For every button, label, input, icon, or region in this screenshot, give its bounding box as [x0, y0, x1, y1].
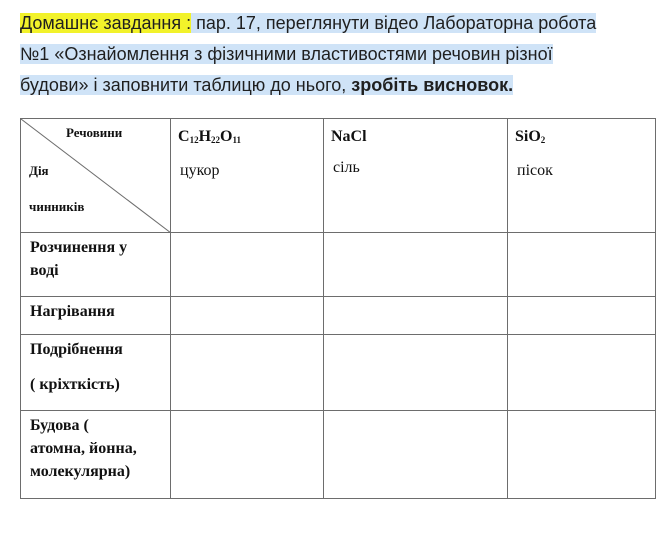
- formula-element: SiO: [515, 128, 541, 145]
- answer-cell[interactable]: [508, 297, 656, 335]
- answer-cell[interactable]: [171, 297, 324, 335]
- row-label-line: молекулярна): [30, 463, 131, 480]
- homework-text-2: №1 «Ознайомлення з фізичними властивостями речовин різної: [20, 44, 553, 64]
- row-label-line: Подрібнення: [30, 341, 123, 358]
- answer-cell[interactable]: [324, 297, 508, 335]
- homework-paragraph: [20, 8, 665, 101]
- table-row: [21, 233, 656, 297]
- substance-header: [324, 119, 508, 233]
- answer-cell[interactable]: [324, 233, 508, 297]
- row-label-line: Розчинення у: [30, 239, 128, 256]
- answer-cell[interactable]: [171, 411, 324, 499]
- row-label-line: Будова (: [30, 417, 89, 434]
- homework-conclusion: зробіть висновок.: [351, 75, 514, 95]
- row-label: [21, 411, 171, 499]
- corner-action-label: Дія: [29, 163, 49, 178]
- substance-name: пісок: [517, 162, 553, 179]
- answer-cell[interactable]: [171, 233, 324, 297]
- corner-cell: [21, 119, 171, 233]
- row-label-line: Нагрівання: [30, 303, 115, 320]
- table-row: [21, 411, 656, 499]
- formula-subscript: 22: [211, 135, 221, 145]
- row-label-line: атомна, йонна,: [30, 440, 137, 457]
- formula-subscript: 2: [540, 135, 546, 145]
- answer-cell[interactable]: [508, 335, 656, 411]
- table-header-row: [21, 119, 656, 233]
- row-label: [21, 335, 171, 411]
- substance-formula: [515, 127, 655, 150]
- table-row: [21, 297, 656, 335]
- formula-element: H: [198, 128, 212, 145]
- lab-table: [20, 118, 656, 499]
- line-gap: [30, 361, 164, 373]
- homework-label: Домашнє завдання :: [20, 13, 192, 33]
- substance-header: [171, 119, 324, 233]
- formula-element: O: [220, 128, 233, 145]
- substance-name: сіль: [333, 159, 360, 176]
- row-label-line: ( кріхткість): [30, 376, 120, 393]
- substance-header: [508, 119, 656, 233]
- substance-formula: [331, 127, 507, 147]
- answer-cell[interactable]: [508, 411, 656, 499]
- row-label-line: воді: [30, 262, 59, 279]
- row-label: [21, 233, 171, 297]
- row-label: [21, 297, 171, 335]
- formula-element: C: [178, 128, 190, 145]
- answer-cell[interactable]: [324, 411, 508, 499]
- formula-subscript: 11: [232, 135, 241, 145]
- substance-formula: [178, 127, 323, 150]
- homework-text-1: пар. 17, переглянути відео Лабораторна робота: [191, 13, 597, 33]
- homework-text-3: будови» і заповнити таблицю до нього,: [20, 75, 352, 95]
- formula-element: NaCl: [331, 128, 367, 145]
- table-row: [21, 335, 656, 411]
- corner-substances-label: Речовини: [66, 125, 123, 140]
- answer-cell[interactable]: [171, 335, 324, 411]
- answer-cell[interactable]: [508, 233, 656, 297]
- answer-cell[interactable]: [324, 335, 508, 411]
- substance-name: цукор: [180, 162, 220, 179]
- corner-factors-label: чинників: [29, 199, 85, 214]
- formula-subscript: 12: [189, 135, 199, 145]
